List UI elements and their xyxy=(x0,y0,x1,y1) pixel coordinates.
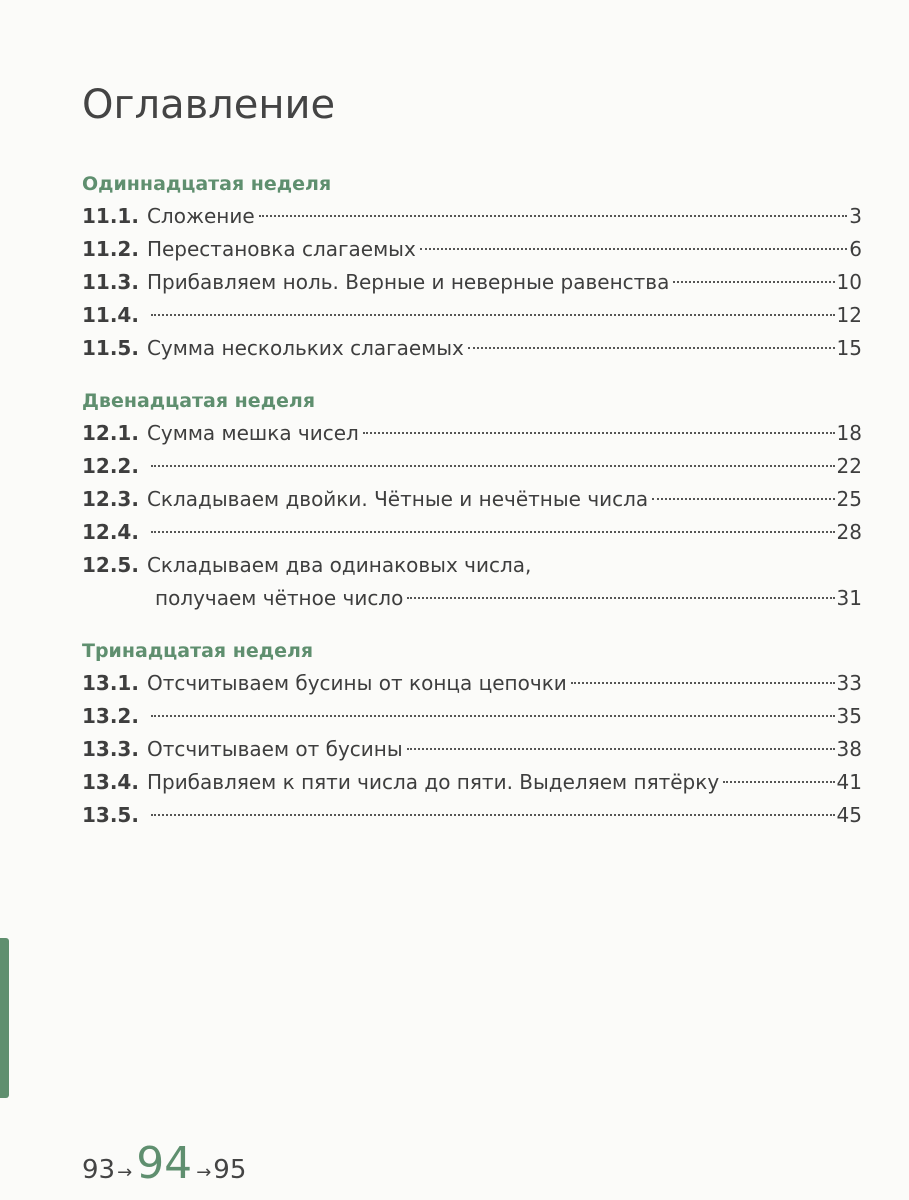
entry-page: 33 xyxy=(836,671,862,695)
toc-entry[interactable] xyxy=(82,483,862,516)
entry-number: 12.5. xyxy=(82,553,139,577)
toc-entry[interactable] xyxy=(82,299,862,332)
entry-page: 28 xyxy=(836,520,862,544)
dot-leader xyxy=(151,715,835,717)
dot-leader xyxy=(151,814,835,816)
toc-entry[interactable] xyxy=(82,516,862,549)
page-title: Оглавление xyxy=(82,82,336,128)
entry-number: 12.2. xyxy=(82,454,139,478)
entry-number: 13.2. xyxy=(82,704,139,728)
dot-leader xyxy=(407,748,835,750)
toc-entry[interactable] xyxy=(82,200,862,233)
entry-page: 12 xyxy=(836,303,862,327)
entry-title: Складываем двойки. Чётные и нечётные числа xyxy=(146,487,649,511)
entry-number: 13.5. xyxy=(82,803,139,827)
toc-entry[interactable] xyxy=(82,233,862,266)
entry-page: 22 xyxy=(836,454,862,478)
toc-entry[interactable] xyxy=(82,549,862,582)
toc-entry[interactable] xyxy=(82,667,862,700)
section-heading: Тринадцатая неделя xyxy=(82,640,314,662)
toc-entry-continuation[interactable] xyxy=(82,582,862,615)
current-page-number: 94 xyxy=(136,1138,193,1189)
section-heading: Одиннадцатая неделя xyxy=(82,173,332,195)
entry-page: 45 xyxy=(836,803,862,827)
dot-leader xyxy=(363,432,835,434)
dot-leader xyxy=(723,781,834,783)
entry-title: Складываем два одинаковых числа, xyxy=(146,553,532,577)
entry-number: 11.5. xyxy=(82,336,139,360)
dot-leader xyxy=(468,347,835,349)
prev-page-link[interactable]: 93 xyxy=(82,1155,116,1185)
section-week-12 xyxy=(82,385,862,615)
dot-leader xyxy=(652,498,834,500)
entry-page: 31 xyxy=(836,586,862,610)
dot-leader xyxy=(151,314,835,316)
table-of-contents xyxy=(82,168,862,852)
page-navigation xyxy=(82,1138,246,1189)
entry-title: Сложение xyxy=(146,204,255,228)
dot-leader xyxy=(420,248,847,250)
entry-number: 13.3. xyxy=(82,737,139,761)
next-page-link[interactable]: 95 xyxy=(213,1155,247,1185)
dot-leader xyxy=(407,597,834,599)
toc-entry[interactable] xyxy=(82,766,862,799)
entry-number: 13.1. xyxy=(82,671,139,695)
entry-number: 11.1. xyxy=(82,204,139,228)
entry-page: 35 xyxy=(836,704,862,728)
toc-entry[interactable] xyxy=(82,332,862,365)
entry-title: Прибавляем ноль. Верные и неверные равенства xyxy=(146,270,670,294)
section-week-11 xyxy=(82,168,862,365)
entry-page: 10 xyxy=(836,270,862,294)
section-week-13 xyxy=(82,635,862,832)
entry-number: 13.4. xyxy=(82,770,139,794)
dot-leader xyxy=(151,465,835,467)
entry-number: 12.1. xyxy=(82,421,139,445)
entry-page: 6 xyxy=(849,237,862,261)
toc-entry[interactable] xyxy=(82,417,862,450)
entry-number: 11.3. xyxy=(82,270,139,294)
entry-page: 3 xyxy=(849,204,862,228)
dot-leader xyxy=(151,531,835,533)
entry-page: 41 xyxy=(836,770,862,794)
side-tab-marker xyxy=(0,938,9,1098)
entry-title: Перестановка слагаемых xyxy=(146,237,416,261)
entry-title-continued: получаем чётное число xyxy=(155,586,404,610)
entry-page: 38 xyxy=(836,737,862,761)
entry-page: 15 xyxy=(836,336,862,360)
entry-number: 11.2. xyxy=(82,237,139,261)
toc-entry[interactable] xyxy=(82,700,862,733)
dot-leader xyxy=(259,215,848,217)
entry-number: 11.4. xyxy=(82,303,139,327)
entry-title: Сумма мешка чисел xyxy=(146,421,359,445)
entry-number: 12.4. xyxy=(82,520,139,544)
entry-page: 18 xyxy=(836,421,862,445)
entry-title: Сумма нескольких слагаемых xyxy=(146,336,464,360)
toc-entry[interactable] xyxy=(82,733,862,766)
entry-number: 12.3. xyxy=(82,487,139,511)
dot-leader xyxy=(571,682,835,684)
toc-entry[interactable] xyxy=(82,799,862,832)
entry-title: Отсчитываем от бусины xyxy=(146,737,403,761)
entry-title: Прибавляем к пяти числа до пяти. Выделяем пятёрку xyxy=(146,770,720,794)
section-heading: Двенадцатая неделя xyxy=(82,390,316,412)
toc-entry[interactable] xyxy=(82,266,862,299)
arrow-right-icon: → xyxy=(196,1162,212,1183)
entry-title: Отсчитываем бусины от конца цепочки xyxy=(146,671,567,695)
arrow-right-icon: → xyxy=(117,1162,133,1183)
dot-leader xyxy=(673,281,834,283)
toc-entry[interactable] xyxy=(82,450,862,483)
entry-page: 25 xyxy=(836,487,862,511)
